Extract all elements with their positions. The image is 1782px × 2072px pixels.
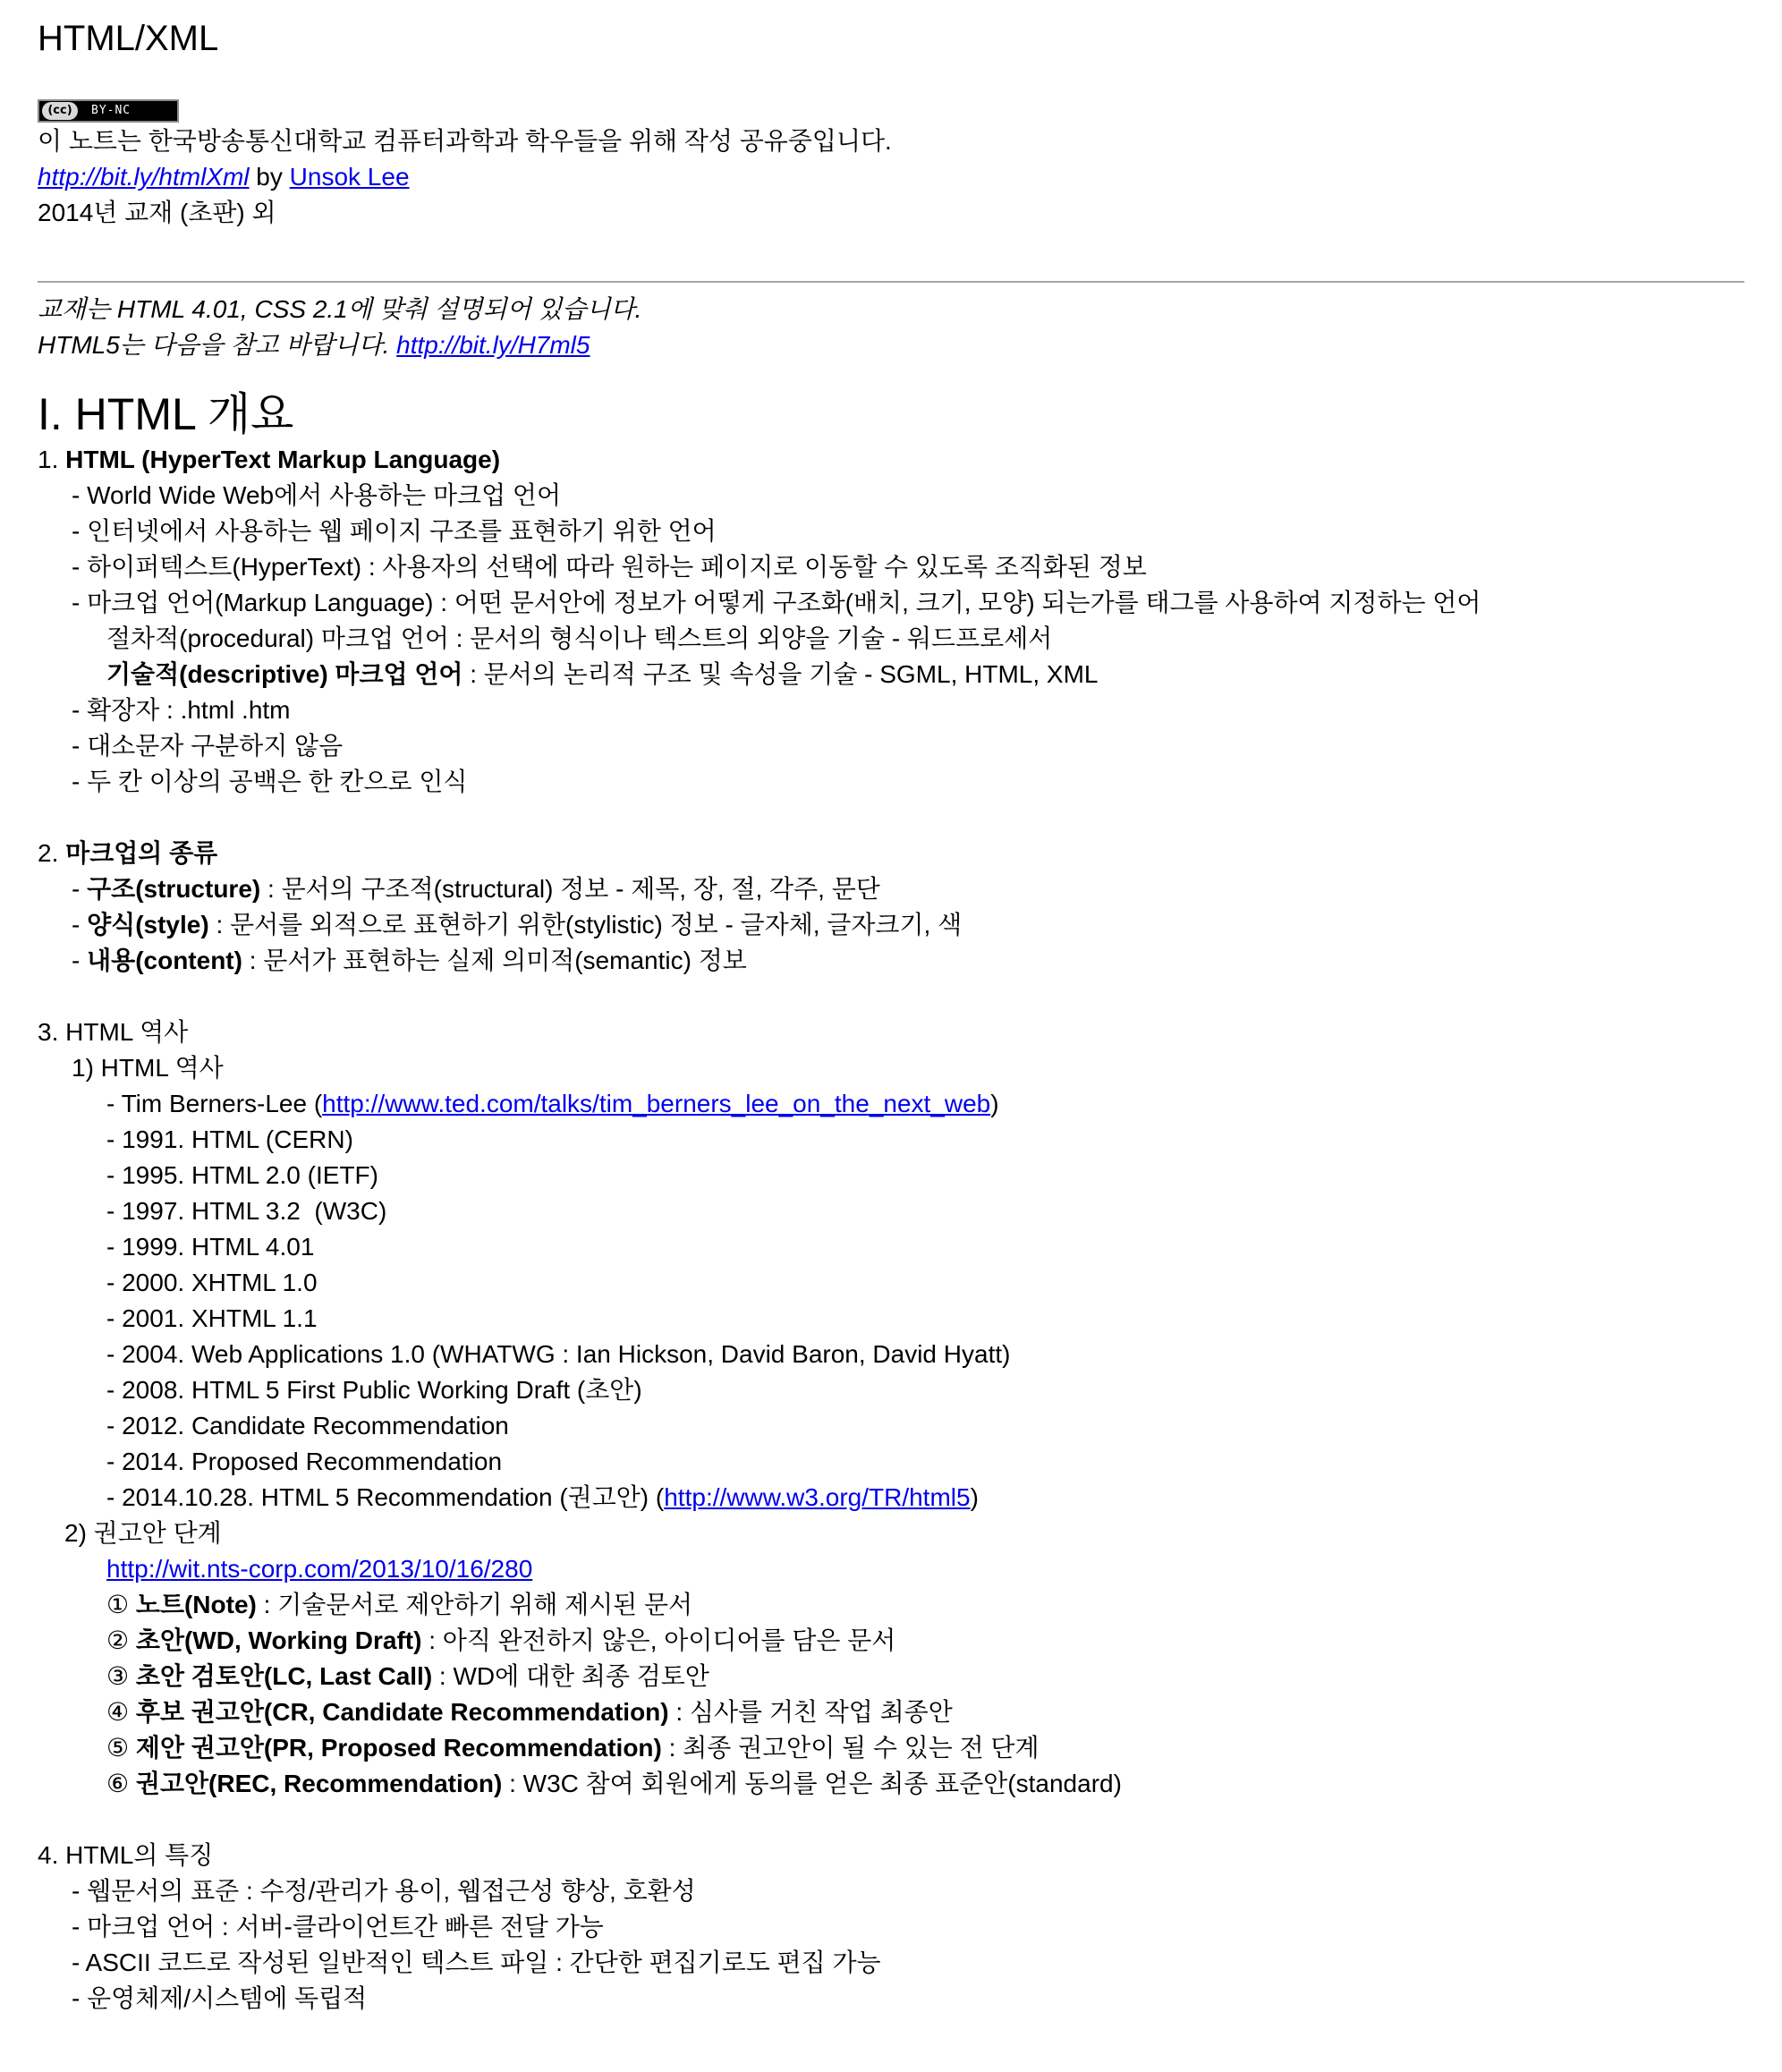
- divider: [38, 281, 1744, 283]
- history-item: - 2012. Candidate Recommendation: [106, 1412, 509, 1439]
- s3-title: 3. HTML 역사: [38, 1018, 189, 1046]
- list-item: - 확장자 : .html .htm: [72, 696, 291, 724]
- history-item: - 2000. XHTML 1.0: [106, 1269, 318, 1296]
- list-item: - 인터넷에서 사용하는 웹 페이지 구조를 표현하기 위한 언어: [72, 517, 717, 545]
- history-item: - 2014. Proposed Recommendation: [106, 1448, 503, 1475]
- s3-sub2: 2) 권고안 단계: [64, 1519, 222, 1547]
- stage-mark: ⑤: [106, 1734, 136, 1762]
- s2-title: [38, 836, 1744, 871]
- history-item: - 2004. Web Applications 1.0 (WHATWG : Ian Hickson, David Baron, David Hyatt): [106, 1340, 1011, 1368]
- history-item-rec: [38, 1480, 1744, 1516]
- spacer: [38, 231, 1744, 267]
- note-line-2: [38, 327, 1744, 363]
- tim-prefix: - Tim Berners-Lee (: [106, 1090, 323, 1117]
- stage-rest: : 심사를 거친 작업 최종안: [668, 1698, 953, 1726]
- license-row: [38, 88, 1744, 123]
- note-line-1: 교재는 HTML 4.01, CSS 2.1에 맞춰 설명되어 있습니다.: [38, 295, 642, 323]
- stage-rest: : 기술문서로 제안하기 위해 제시된 문서: [256, 1591, 693, 1618]
- list-item: - 하이퍼텍스트(HyperText) : 사용자의 선택에 따라 원하는 페이지로 이동할 수 있도록 조직화된 정보: [72, 553, 1147, 581]
- list-item: - 구조(structure) : 문서의 구조적(structural) 정보 - 제목, 장, 절, 각주, 문단: [72, 875, 880, 903]
- stage-bold: 초안 검토안(LC, Last Call): [135, 1662, 433, 1690]
- stage-bold: 제안 권고안(PR, Proposed Recommendation): [135, 1734, 662, 1762]
- spacer: [38, 979, 1744, 1015]
- s3-sub1: 1) HTML 역사: [72, 1054, 224, 1082]
- stage-mark: ⑥: [106, 1770, 136, 1797]
- intro-edition: 2014년 교재 (초판) 외: [38, 199, 276, 226]
- stage-rest: : W3C 참여 회원에게 동의를 얻은 최종 표준안(standard): [502, 1770, 1122, 1797]
- list-subitem: 절차적(procedural) 마크업 언어 : 문서의 형식이나 텍스트의 외양을 기술 - 워드프로세서: [106, 624, 1053, 652]
- history-item-tim: [38, 1086, 1744, 1122]
- author-link[interactable]: Unsok Lee: [289, 163, 410, 191]
- stage-item: [38, 1694, 1744, 1730]
- list-item: - 두 칸 이상의 공백은 한 칸으로 인식: [72, 768, 468, 795]
- spacer: [38, 800, 1744, 836]
- item-bold: 내용(content): [87, 947, 242, 974]
- cc-label: BY-NC: [91, 103, 132, 117]
- section-heading: I. HTML 개요: [38, 389, 294, 439]
- stage-link-line: [38, 1551, 1744, 1587]
- history-item: - 2001. XHTML 1.1: [106, 1304, 318, 1332]
- history-item: - 1995. HTML 2.0 (IETF): [106, 1161, 378, 1189]
- cc-by-nc-badge[interactable]: [38, 99, 179, 123]
- stage-bold: 노트(Note): [135, 1591, 257, 1618]
- item-bold: 구조(structure): [87, 875, 261, 903]
- list-subitem: [38, 657, 1744, 692]
- rec-prefix: - 2014.10.28. HTML 5 Recommendation (권고안) (: [106, 1483, 665, 1511]
- stage-item: [38, 1587, 1744, 1623]
- s1-number: 1.: [38, 446, 66, 473]
- history-item: - 1991. HTML (CERN): [106, 1125, 353, 1153]
- list-item: - 운영체제/시스템에 독립적: [72, 1984, 368, 2012]
- list-item: - 웹문서의 표준 : 수정/관리가 용이, 웹접근성 향상, 호환성: [72, 1877, 696, 1905]
- list-item: - 내용(content) : 문서가 표현하는 실제 의미적(semantic) 정보: [72, 947, 747, 974]
- stage-rest: : 아직 완전하지 않은, 아이디어를 담은 문서: [421, 1626, 896, 1654]
- stage-item: [38, 1730, 1744, 1766]
- ted-talk-link[interactable]: http://www.ted.com/talks/tim_berners_lee_on_the_next_web: [322, 1090, 991, 1117]
- s4-title: 4. HTML의 특징: [38, 1841, 214, 1869]
- intro-by: by: [249, 163, 290, 191]
- stage-bold: 초안(WD, Working Draft): [135, 1626, 422, 1654]
- spacer: [38, 1802, 1744, 1838]
- page-title: HTML/XML: [38, 19, 219, 58]
- stage-item: [38, 1623, 1744, 1659]
- list-item: - 대소문자 구분하지 않음: [72, 732, 344, 760]
- intro-url-line: [38, 159, 1744, 195]
- subitem-rest: : 문서의 논리적 구조 및 속성을 기술 - SGML, HTML, XML: [462, 660, 1099, 688]
- stage-rest: : WD에 대한 최종 검토안: [432, 1662, 709, 1690]
- intro-url-link[interactable]: http://bit.ly/htmlXml: [38, 163, 250, 191]
- item-rest: : 문서를 외적으로 표현하기 위한(stylistic) 정보 - 글자체, 글자크기, 색: [208, 911, 963, 938]
- note-prefix: HTML5는 다음을 참고 바랍니다.: [38, 331, 397, 359]
- stage-mark: ②: [106, 1626, 136, 1654]
- s1-title: [38, 442, 1744, 478]
- list-item: - 마크업 언어 : 서버-클라이언트간 빠른 전달 가능: [72, 1913, 604, 1940]
- item-rest: : 문서의 구조적(structural) 정보 - 제목, 장, 절, 각주, 문단: [260, 875, 880, 903]
- nts-corp-link[interactable]: http://wit.nts-corp.com/2013/10/16/280: [106, 1555, 533, 1583]
- list-item: - ASCII 코드로 작성된 일반적인 텍스트 파일 : 간단한 편집기로도 편집 가능: [72, 1949, 881, 1976]
- subitem-bold: 기술적(descriptive) 마크업 언어: [106, 660, 463, 688]
- tim-suffix: ): [990, 1090, 999, 1117]
- stage-mark: ④: [106, 1698, 136, 1726]
- rec-suffix: ): [970, 1483, 979, 1511]
- stage-item: [38, 1659, 1744, 1694]
- html5-link[interactable]: http://bit.ly/H7ml5: [396, 331, 590, 359]
- history-item: - 2008. HTML 5 First Public Working Draft (초안): [106, 1376, 642, 1404]
- stage-item: [38, 1766, 1744, 1802]
- stage-mark: ①: [106, 1591, 136, 1618]
- intro-line: 이 노트는 한국방송통신대학교 컴퓨터과학과 학우들을 위해 작성 공유중입니다.: [38, 127, 892, 155]
- stage-rest: : 최종 권고안이 될 수 있는 전 단계: [661, 1734, 1040, 1762]
- stage-bold: 후보 권고안(CR, Candidate Recommendation): [135, 1698, 669, 1726]
- cc-icon: (cc): [42, 102, 78, 120]
- list-item: - 마크업 언어(Markup Language) : 어떤 문서안에 정보가 어떻게 구조화(배치, 크기, 모양) 되는가를 태그를 사용하여 지정하는 언어: [72, 589, 1481, 616]
- s2-number: 2.: [38, 839, 66, 867]
- stage-mark: ③: [106, 1662, 136, 1690]
- list-item: - 양식(style) : 문서를 외적으로 표현하기 위한(stylistic) 정보 - 글자체, 글자크기, 색: [72, 911, 963, 938]
- history-item: - 1997. HTML 3.2 (W3C): [106, 1197, 387, 1225]
- s1-title-text: HTML (HyperText Markup Language): [65, 446, 501, 473]
- history-item: - 1999. HTML 4.01: [106, 1233, 315, 1261]
- stage-bold: 권고안(REC, Recommendation): [135, 1770, 503, 1797]
- list-item: - World Wide Web에서 사용하는 마크업 언어: [72, 481, 561, 509]
- s2-title-text: 마크업의 종류: [65, 839, 218, 867]
- item-rest: : 문서가 표현하는 실제 의미적(semantic) 정보: [242, 947, 747, 974]
- item-bold: 양식(style): [87, 911, 209, 938]
- w3c-html5-link[interactable]: http://www.w3.org/TR/html5: [664, 1483, 971, 1511]
